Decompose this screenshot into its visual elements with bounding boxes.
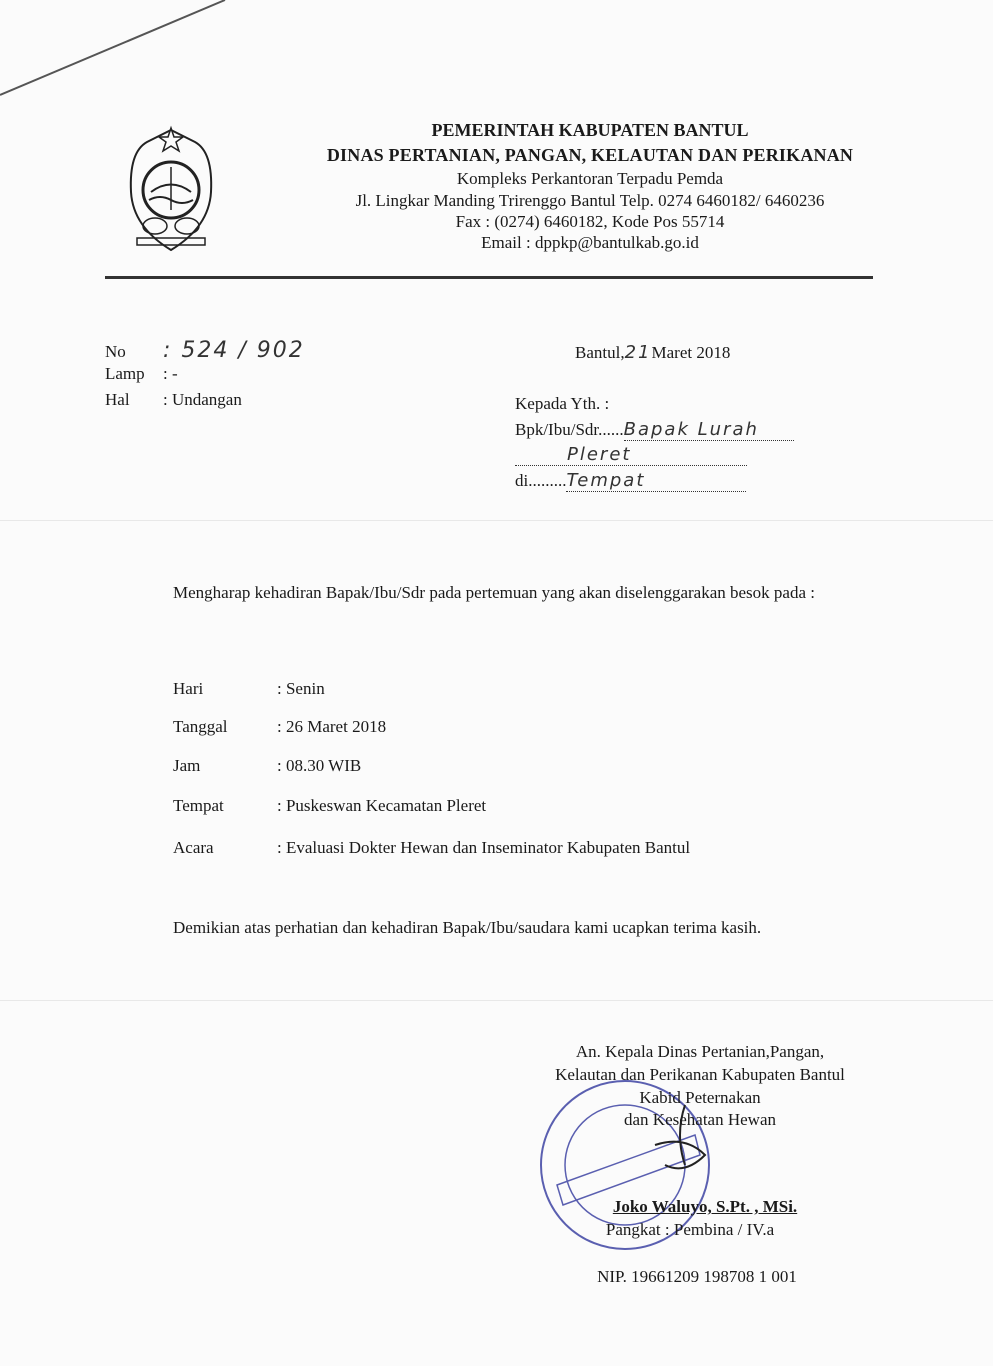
- recipient-place: [515, 470, 746, 492]
- detail-label: Hari: [173, 679, 204, 698]
- letterhead-agency: DINAS PERTANIAN, PANGAN, KELAUTAN DAN PERIKANAN: [326, 145, 854, 165]
- detail-row: [173, 756, 361, 776]
- signatory-line1: An. Kepala Dinas Pertanian,Pangan,: [575, 1042, 825, 1061]
- detail-row: [173, 679, 325, 699]
- invitation-intro: Mengharap kehadiran Bapak/Ibu/Sdr pada pertemuan yang akan diselenggarakan besok pada :: [173, 583, 815, 602]
- recipient-value: Bapak Lurah: [624, 419, 794, 441]
- detail-value: : Puskeswan Kecamatan Pleret: [277, 796, 487, 815]
- detail-label: Tanggal: [173, 717, 228, 736]
- place-label: di.........: [515, 471, 567, 490]
- place-value: Tempat: [566, 470, 746, 492]
- detail-row: [173, 796, 486, 816]
- letter-number: [105, 338, 305, 363]
- detail-label: Tempat: [173, 796, 224, 815]
- signatory-name: Joko Waluyo, S.Pt. , MSi.: [612, 1197, 798, 1216]
- detail-value: : 26 Maret 2018: [277, 717, 387, 736]
- letterhead-divider: [105, 276, 873, 279]
- paper-fold: [0, 520, 993, 521]
- letterhead-address: Jl. Lingkar Manding Trirenggo Bantul Telp. 0274 6460182/ 6460236: [355, 191, 825, 210]
- detail-row: [173, 838, 690, 858]
- attachment-label: Lamp: [105, 364, 145, 383]
- letter-attachment: [105, 364, 178, 384]
- subject-label: Hal: [105, 390, 130, 409]
- signatory-nip: NIP. 19661209 198708 1 001: [597, 1267, 797, 1286]
- detail-value: : 08.30 WIB: [277, 756, 362, 775]
- closing-sentence: Demikian atas perhatian dan kehadiran Bapak/Ibu/saudara kami ucapkan terima kasih.: [173, 918, 762, 937]
- subject-value: : Undangan: [163, 390, 242, 409]
- recipient-heading: Kepada Yth. :: [515, 394, 610, 413]
- letter-date: [575, 342, 730, 363]
- letterhead-complex: Kompleks Perkantoran Terpadu Pemda: [456, 169, 724, 188]
- signatory-line3: Kabid Peternakan: [639, 1088, 761, 1107]
- scan-edge-line: [0, 0, 230, 100]
- date-month-year: Maret 2018: [651, 343, 731, 362]
- signatory-line4: dan Kesehatan Hewan: [624, 1110, 776, 1129]
- recipient-location: Pleret: [567, 444, 632, 465]
- date-day: 21: [624, 342, 652, 363]
- letterhead-email: Email : dppkp@bantulkab.go.id: [481, 233, 699, 252]
- recipient-line2: [515, 444, 747, 466]
- date-place: Bantul,: [575, 343, 625, 362]
- detail-value: : Senin: [277, 679, 325, 698]
- number-label: No: [105, 342, 126, 361]
- attachment-value: : -: [163, 364, 178, 383]
- detail-value: : Evaluasi Dokter Hewan dan Inseminator Kabupaten Bantul: [277, 838, 691, 857]
- letterhead-fax: Fax : (0274) 6460182, Kode Pos 55714: [455, 212, 725, 231]
- paper-fold: [0, 1000, 993, 1001]
- detail-label: Jam: [173, 756, 201, 775]
- number-value: : 524 / 902: [163, 338, 305, 363]
- detail-row: [173, 717, 386, 737]
- detail-label: Acara: [173, 838, 214, 857]
- recipient-label: Bpk/Ibu/Sdr......: [515, 420, 624, 439]
- bantul-regency-emblem-icon: [125, 122, 217, 254]
- signatory-rank: Pangkat : Pembina / IV.a: [605, 1220, 775, 1239]
- recipient-name: [515, 419, 794, 441]
- letter-subject: [105, 390, 242, 410]
- letterhead-government: PEMERINTAH KABUPATEN BANTUL: [431, 120, 749, 140]
- signatory-line2: Kelautan dan Perikanan Kabupaten Bantul: [555, 1065, 845, 1084]
